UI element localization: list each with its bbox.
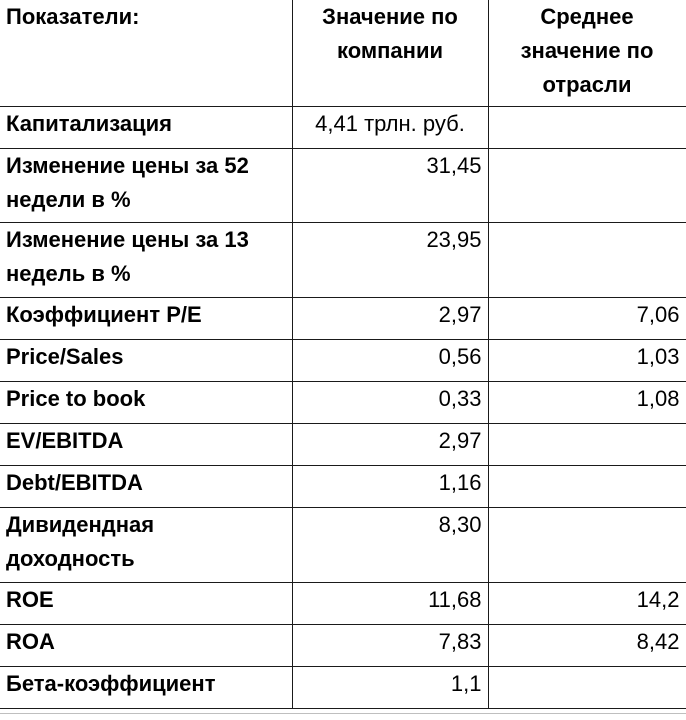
company-value-cell: 7,83: [292, 624, 488, 666]
industry-value-cell: [488, 222, 686, 297]
company-value-cell: 1,1: [292, 666, 488, 708]
industry-value-cell: [488, 465, 686, 507]
row-label: EV/EBITDA: [0, 423, 292, 465]
table-row: [0, 222, 686, 297]
company-value-cell: 0,33: [292, 381, 488, 423]
header-industry-average: Среднее значение по отрасли: [488, 0, 686, 106]
table-row: [0, 423, 686, 465]
industry-value-cell: [488, 507, 686, 582]
row-label: Debt/EBITDA: [0, 465, 292, 507]
industry-value-cell: [488, 423, 686, 465]
row-label: Капитализация: [0, 106, 292, 148]
table-row: [0, 339, 686, 381]
industry-value-cell: 1,08: [488, 381, 686, 423]
industry-value-cell: 14,2: [488, 582, 686, 624]
industry-value-cell: 7,06: [488, 297, 686, 339]
row-label: ROE: [0, 582, 292, 624]
header-row: [0, 0, 686, 106]
company-value-cell: 31,45: [292, 148, 488, 222]
row-label: Изменение цены за 52 недели в %: [0, 148, 292, 222]
header-company-value: Значение по компании: [292, 0, 488, 106]
company-value-cell: 4,41 трлн. руб.: [292, 106, 488, 148]
industry-value-cell: [488, 106, 686, 148]
table-row: [0, 297, 686, 339]
table-row: [0, 148, 686, 222]
table-row: [0, 465, 686, 507]
row-label: Дивидендная доходность: [0, 507, 292, 582]
table-row: [0, 582, 686, 624]
industry-value-cell: [488, 666, 686, 708]
company-value-cell: 23,95: [292, 222, 488, 297]
company-value-cell: 2,97: [292, 297, 488, 339]
table-row: [0, 106, 686, 148]
table-row: [0, 507, 686, 582]
row-label: Price to book: [0, 381, 292, 423]
industry-value-cell: 1,03: [488, 339, 686, 381]
row-label: Изменение цены за 13 недель в %: [0, 222, 292, 297]
row-label: Коэффициент P/E: [0, 297, 292, 339]
row-label: ROA: [0, 624, 292, 666]
header-indicator: Показатели:: [0, 0, 292, 106]
company-value-cell: 11,68: [292, 582, 488, 624]
table-row: [0, 666, 686, 708]
row-label: Price/Sales: [0, 339, 292, 381]
industry-value-cell: [488, 148, 686, 222]
company-value-cell: 0,56: [292, 339, 488, 381]
industry-value-cell: 8,42: [488, 624, 686, 666]
row-label: Бета-коэффициент: [0, 666, 292, 708]
bottom-divider: [0, 713, 686, 720]
company-value-cell: 1,16: [292, 465, 488, 507]
table-row: [0, 381, 686, 423]
table-row: [0, 624, 686, 666]
company-value-cell: 2,97: [292, 423, 488, 465]
company-value-cell: 8,30: [292, 507, 488, 582]
